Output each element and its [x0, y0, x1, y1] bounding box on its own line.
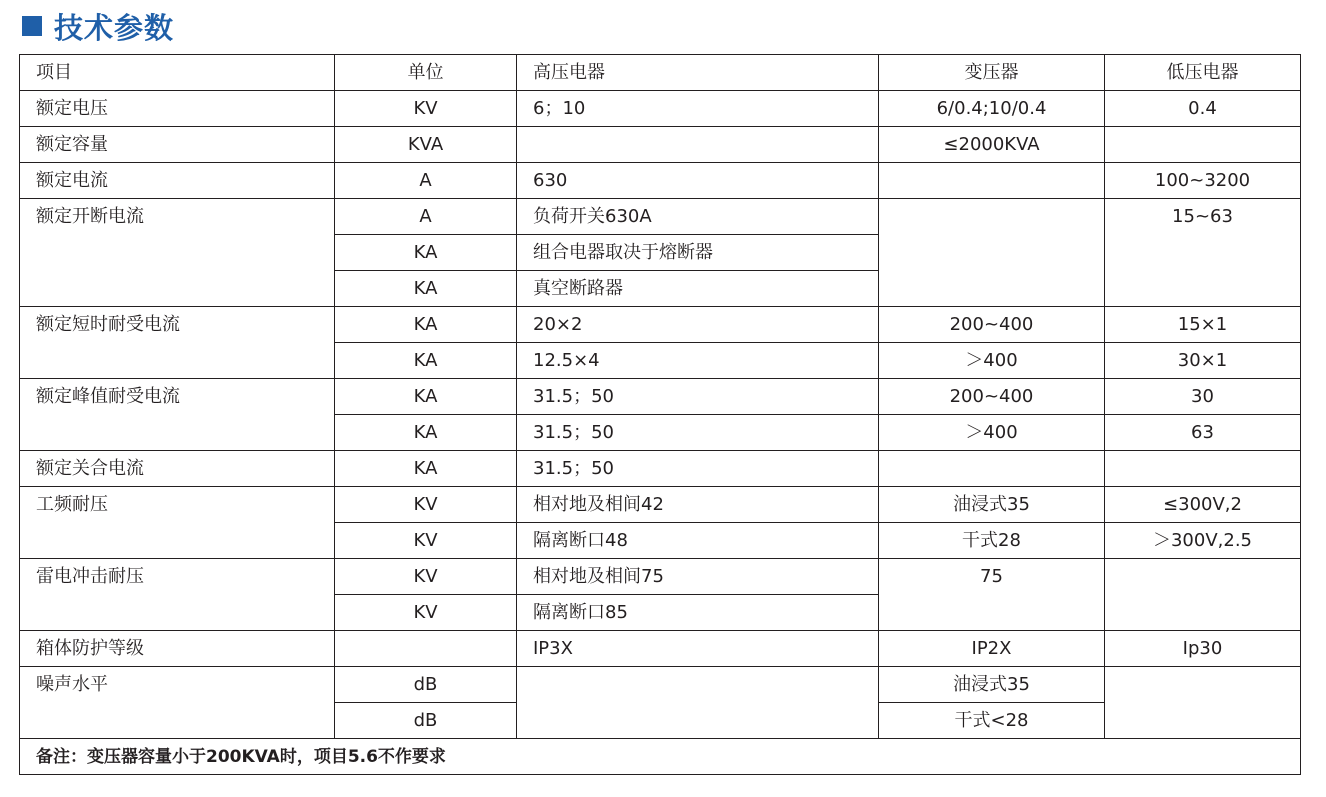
- transformer-cell: ＞400: [879, 343, 1105, 379]
- lv-cell: 30: [1105, 379, 1301, 415]
- lv-cell: [1105, 667, 1301, 739]
- transformer-cell: 75: [879, 559, 1105, 631]
- transformer-cell: 干式<28: [879, 703, 1105, 739]
- column-header-unit: 单位: [335, 55, 517, 91]
- transformer-cell: 200~400: [879, 307, 1105, 343]
- table-row: [20, 631, 1301, 667]
- column-header-transformer: 变压器: [879, 55, 1105, 91]
- hv-cell: 隔离断口85: [517, 595, 879, 631]
- lv-cell: ≤300V,2: [1105, 487, 1301, 523]
- unit-cell: KA: [335, 343, 517, 379]
- table-row: [20, 163, 1301, 199]
- unit-cell: KV: [335, 595, 517, 631]
- row-item-label: 额定电流: [20, 163, 335, 199]
- transformer-cell: 油浸式35: [879, 487, 1105, 523]
- unit-cell: KVA: [335, 127, 517, 163]
- table-row: [20, 379, 1301, 415]
- column-header-hv: 高压电器: [517, 55, 879, 91]
- row-item-label: 额定关合电流: [20, 451, 335, 487]
- section-heading: [22, 6, 174, 46]
- row-item-label: 额定峰值耐受电流: [20, 379, 335, 451]
- unit-cell: KA: [335, 235, 517, 271]
- transformer-cell: IP2X: [879, 631, 1105, 667]
- unit-cell: [335, 631, 517, 667]
- unit-cell: KV: [335, 559, 517, 595]
- hv-cell: IP3X: [517, 631, 879, 667]
- unit-cell: KA: [335, 271, 517, 307]
- note-row: [20, 739, 1301, 775]
- hv-cell: 隔离断口48: [517, 523, 879, 559]
- lv-cell: [1105, 451, 1301, 487]
- transformer-cell: [879, 451, 1105, 487]
- hv-cell: 12.5×4: [517, 343, 879, 379]
- table-row: [20, 559, 1301, 595]
- spec-table: [19, 54, 1301, 775]
- lv-cell: 15~63: [1105, 199, 1301, 307]
- hv-cell: 真空断路器: [517, 271, 879, 307]
- lv-cell: 100~3200: [1105, 163, 1301, 199]
- transformer-cell: 干式28: [879, 523, 1105, 559]
- unit-cell: KA: [335, 451, 517, 487]
- unit-cell: KV: [335, 523, 517, 559]
- hv-cell: 31.5；50: [517, 415, 879, 451]
- row-item-label: 工频耐压: [20, 487, 335, 559]
- row-item-label: 额定开断电流: [20, 199, 335, 307]
- square-bullet-icon: [22, 16, 42, 36]
- table-row: [20, 487, 1301, 523]
- lv-cell: Ip30: [1105, 631, 1301, 667]
- table-row: [20, 127, 1301, 163]
- hv-cell: [517, 127, 879, 163]
- table-row: [20, 307, 1301, 343]
- hv-cell: [517, 667, 879, 739]
- hv-cell: 负荷开关630A: [517, 199, 879, 235]
- row-item-label: 额定短时耐受电流: [20, 307, 335, 379]
- row-item-label: 额定容量: [20, 127, 335, 163]
- transformer-cell: [879, 199, 1105, 307]
- lv-cell: 30×1: [1105, 343, 1301, 379]
- hv-cell: 31.5；50: [517, 451, 879, 487]
- column-header-item: 项目: [20, 55, 335, 91]
- transformer-cell: 6/0.4;10/0.4: [879, 91, 1105, 127]
- row-item-label: 箱体防护等级: [20, 631, 335, 667]
- row-item-label: 额定电压: [20, 91, 335, 127]
- unit-cell: dB: [335, 667, 517, 703]
- page-title: 技术参数: [54, 10, 175, 45]
- hv-cell: 31.5；50: [517, 379, 879, 415]
- transformer-cell: ＞400: [879, 415, 1105, 451]
- hv-cell: 630: [517, 163, 879, 199]
- table-row: [20, 199, 1301, 235]
- lv-cell: 63: [1105, 415, 1301, 451]
- table-row: [20, 451, 1301, 487]
- transformer-cell: [879, 163, 1105, 199]
- transformer-cell: 油浸式35: [879, 667, 1105, 703]
- unit-cell: KV: [335, 487, 517, 523]
- lv-cell: [1105, 559, 1301, 631]
- row-item-label: 噪声水平: [20, 667, 335, 739]
- table-note: 备注：变压器容量小于200KVA时，项目5.6不作要求: [20, 739, 1301, 775]
- unit-cell: KV: [335, 91, 517, 127]
- lv-cell: 0.4: [1105, 91, 1301, 127]
- lv-cell: ＞300V,2.5: [1105, 523, 1301, 559]
- unit-cell: KA: [335, 415, 517, 451]
- table-row: [20, 91, 1301, 127]
- lv-cell: [1105, 127, 1301, 163]
- transformer-cell: 200~400: [879, 379, 1105, 415]
- hv-cell: 20×2: [517, 307, 879, 343]
- unit-cell: KA: [335, 307, 517, 343]
- hv-cell: 6；10: [517, 91, 879, 127]
- hv-cell: 相对地及相间42: [517, 487, 879, 523]
- unit-cell: dB: [335, 703, 517, 739]
- hv-cell: 组合电器取决于熔断器: [517, 235, 879, 271]
- row-item-label: 雷电冲击耐压: [20, 559, 335, 631]
- table-header-row: [20, 55, 1301, 91]
- hv-cell: 相对地及相间75: [517, 559, 879, 595]
- transformer-cell: ≤2000KVA: [879, 127, 1105, 163]
- unit-cell: KA: [335, 379, 517, 415]
- table-row: [20, 667, 1301, 703]
- unit-cell: A: [335, 199, 517, 235]
- lv-cell: 15×1: [1105, 307, 1301, 343]
- column-header-lv: 低压电器: [1105, 55, 1301, 91]
- unit-cell: A: [335, 163, 517, 199]
